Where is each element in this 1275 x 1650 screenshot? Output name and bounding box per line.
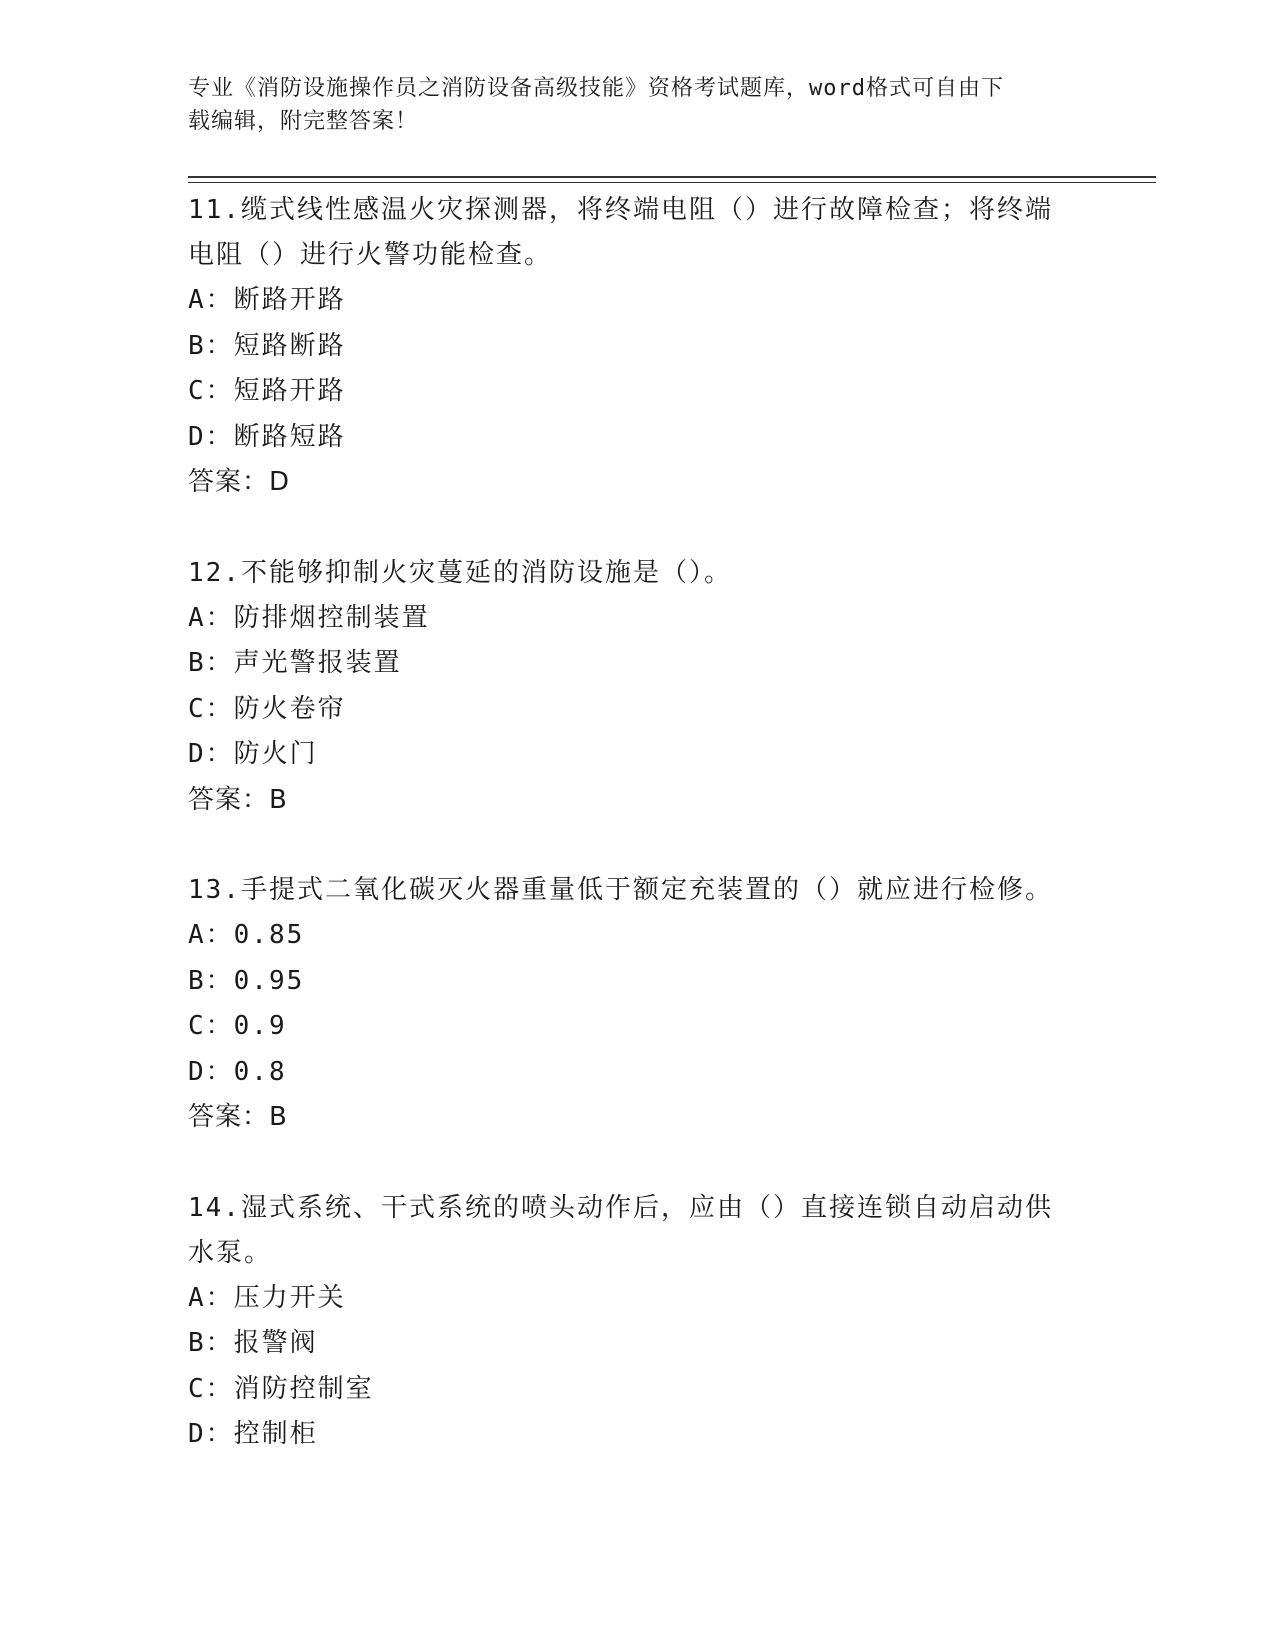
option-c: C：短路开路: [188, 376, 346, 406]
header-divider-top: [188, 176, 1156, 178]
option-b: B：0.95: [188, 965, 305, 996]
option-d: D：控制柜: [188, 1419, 318, 1449]
question-14: [188, 1186, 1088, 1458]
spacer: [188, 823, 1088, 868]
question-text: 11.缆式线性感温火灾探测器，将终端电阻（）进行故障检查；将终端: [188, 195, 1053, 225]
option-d: D：断路短路: [188, 421, 346, 452]
option-b: B：短路断路: [188, 330, 346, 361]
header-line-2: 载编辑，附完整答案！: [188, 109, 419, 134]
question-list: [188, 188, 1088, 1458]
header-divider-bottom: [188, 182, 1156, 183]
option-b: B：声光警报装置: [188, 648, 402, 678]
question-text: 14.湿式系统、干式系统的喷头动作后，应由（）直接连锁自动启动供: [188, 1192, 1053, 1223]
option-d: D：防火门: [188, 739, 318, 769]
spacer: [188, 506, 1088, 551]
answer: 答案：B: [188, 784, 288, 815]
answer: 答案：D: [188, 467, 291, 497]
option-c: C：消防控制室: [188, 1373, 374, 1404]
question-13: [188, 868, 1088, 1141]
header-line-1: 专业《消防设施操作员之消防设备高级技能》资格考试题库，word格式可自由下: [188, 76, 1004, 101]
question-text: 12.不能够抑制火灾蔓延的消防设施是（）。: [188, 557, 732, 588]
option-a: A：防排烟控制装置: [188, 602, 430, 633]
question-11: [188, 188, 1088, 506]
answer: 答案：B: [188, 1102, 288, 1132]
option-b: B：报警阀: [188, 1328, 318, 1358]
question-text-continued: 电阻（）进行火警功能检查。: [188, 240, 553, 270]
option-c: C：防火卷帘: [188, 693, 346, 724]
question-12: [188, 551, 1088, 824]
document-header: [188, 72, 1088, 138]
option-c: C：0.9: [188, 1011, 287, 1041]
option-d: D：0.8: [188, 1056, 287, 1087]
option-a: A：0.85: [188, 920, 305, 950]
question-text: 13.手提式二氧化碳灭火器重量低于额定充装置的（）就应进行检修。: [188, 875, 1053, 905]
spacer: [188, 1141, 1088, 1186]
question-text-continued: 水泵。: [188, 1237, 273, 1268]
option-a: A：断路开路: [188, 285, 346, 315]
option-a: A：压力开关: [188, 1282, 346, 1313]
